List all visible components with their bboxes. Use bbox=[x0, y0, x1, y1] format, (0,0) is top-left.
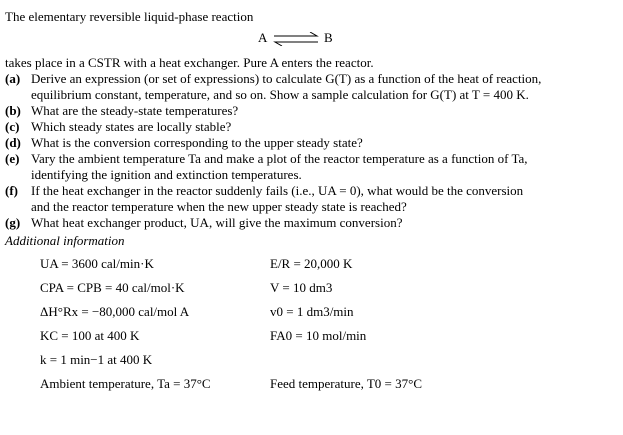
additional-heading: Additional information bbox=[5, 233, 125, 248]
equilibrium-arrows-icon bbox=[272, 32, 320, 46]
part-f-cont: and the reactor temperature when the new upper steady state is reached? bbox=[31, 199, 407, 214]
context-text: takes place in a CSTR with a heat exchanger. Pure A enters the reactor. bbox=[5, 55, 374, 70]
param-dh: ΔH°Rx = −80,000 cal/mol A bbox=[40, 304, 190, 319]
product-b: B bbox=[324, 30, 333, 45]
part-a: (a) Derive an expression (or set of expressions) to calculate G(T) as a function of the heat of reaction, bbox=[5, 71, 542, 86]
part-c: (c) Which steady states are locally stable? bbox=[5, 119, 232, 134]
param-cp: CPA = CPB = 40 cal/mol·K bbox=[40, 280, 185, 295]
part-g: (g) What heat exchanger product, UA, will give the maximum conversion? bbox=[5, 215, 403, 230]
param-flowrate: v0 = 1 dm3/min bbox=[270, 304, 354, 319]
intro-text: The elementary reversible liquid-phase reaction bbox=[5, 9, 254, 24]
reaction-equation bbox=[258, 30, 348, 50]
part-b: (b) What are the steady-state temperatures? bbox=[5, 103, 239, 118]
param-volume: V = 10 dm3 bbox=[270, 280, 333, 295]
part-a-cont: equilibrium constant, temperature, and so on. Show a sample calculation for G(T) at T = 400 K. bbox=[31, 87, 529, 102]
param-fa0: FA0 = 10 mol/min bbox=[270, 328, 367, 343]
param-ua: UA = 3600 cal/min·K bbox=[40, 256, 154, 271]
part-d: (d) What is the conversion corresponding to the upper steady state? bbox=[5, 135, 363, 150]
param-feed-temp: Feed temperature, T0 = 37°C bbox=[270, 376, 423, 391]
reactant-a: A bbox=[258, 30, 268, 45]
param-ambient-temp: Ambient temperature, Ta = 37°C bbox=[40, 376, 211, 391]
part-f: (f) If the heat exchanger in the reactor suddenly fails (i.e., UA = 0), what would be the conversion bbox=[5, 183, 524, 198]
part-e-cont: identifying the ignition and extinction temperatures. bbox=[31, 167, 302, 182]
param-k: k = 1 min−1 at 400 K bbox=[40, 352, 153, 367]
param-kc: KC = 100 at 400 K bbox=[40, 328, 140, 343]
param-e-over-r: E/R = 20,000 K bbox=[270, 256, 353, 271]
part-e: (e) Vary the ambient temperature Ta and make a plot of the reactor temperature as a function of Ta, bbox=[5, 151, 528, 166]
